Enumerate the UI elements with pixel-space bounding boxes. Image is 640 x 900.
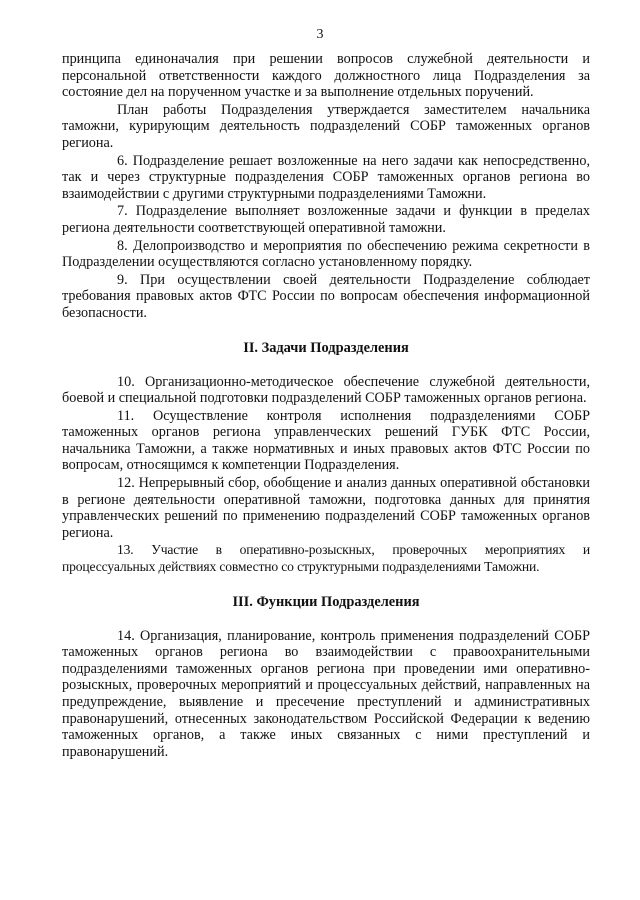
paragraph-9: 9. При осуществлении своей деятельности Подразделение соблюдает требования правовых актов ФТС России по вопросам обеспечения информационной безопасности. bbox=[62, 271, 590, 321]
page-number: 3 bbox=[316, 27, 324, 42]
paragraph-10: 10. Организационно-методическое обеспечение служебной деятельности, боевой и специальной подготовки подразделений СОБР таможенных органов региона. bbox=[62, 373, 590, 407]
paragraph-13: 13. Участие в оперативно-розыскных, проверочных мероприятиях и процессуальных действиях совместно со структурными подразделениями Таможни. bbox=[62, 542, 590, 575]
paragraph-8: 8. Делопроизводство и мероприятия по обеспечению режима секретности в Подразделении осуществляются согласно установленному порядку. bbox=[62, 237, 590, 271]
section-heading-functions: III. Функции Подразделения bbox=[232, 593, 420, 610]
paragraph-7: 7. Подразделение выполняет возложенные задачи и функции в пределах региона деятельности соответствующей оперативной таможни. bbox=[62, 203, 590, 236]
paragraph-continuation: принципа единоначалия при решении вопросов служебной деятельности и персональной ответственности каждого должностного лица Подразделения за состояние дел на порученном участке и за выполнение отдельных поручений. bbox=[62, 51, 590, 101]
paragraph-12: 12. Непрерывный сбор, обобщение и анализ данных оперативной обстановки в регионе деятельности оперативной таможни, подготовка данных для принятия управленческих решений по применению подразделений СОБР таможенных органов региона. bbox=[62, 475, 590, 541]
paragraph-work-plan: План работы Подразделения утверждается заместителем начальника таможни, курирующим деятельность подразделений СОБР таможенных органов региона. bbox=[62, 101, 590, 151]
document-body bbox=[62, 51, 590, 760]
paragraph-6: 6. Подразделение решает возложенные на него задачи как непосредственно, так и через структурные подразделения СОБР таможенных органов региона во взаимодействии с другими структурными подразделениями Таможни. bbox=[62, 152, 590, 202]
section-heading-tasks: II. Задачи Подразделения bbox=[243, 339, 409, 356]
paragraph-11: 11. Осуществление контроля исполнения подразделениями СОБР таможенных органов региона управленческих решений ГУБК ФТС России, начальника Таможни, а также нормативных и иных правовых актов ФТС России по вопросам, относящимся к компетенции Подразделения. bbox=[62, 407, 590, 474]
paragraph-14: 14. Организация, планирование, контроль применения подразделений СОБР таможенных органов региона во взаимодействии с правоохранительными подразделениями таможенных органов региона при проведении ими оперативно-розыскных, проверочных мероприятий и процессуальных действий, направленных на предупреждение, выявление и пресечение преступлений и административных правонарушений, отнесенных законодательством Российской Федерации к ведению таможенных органов, а также иных связанных с ними преступлений и правонарушений. bbox=[62, 627, 590, 760]
